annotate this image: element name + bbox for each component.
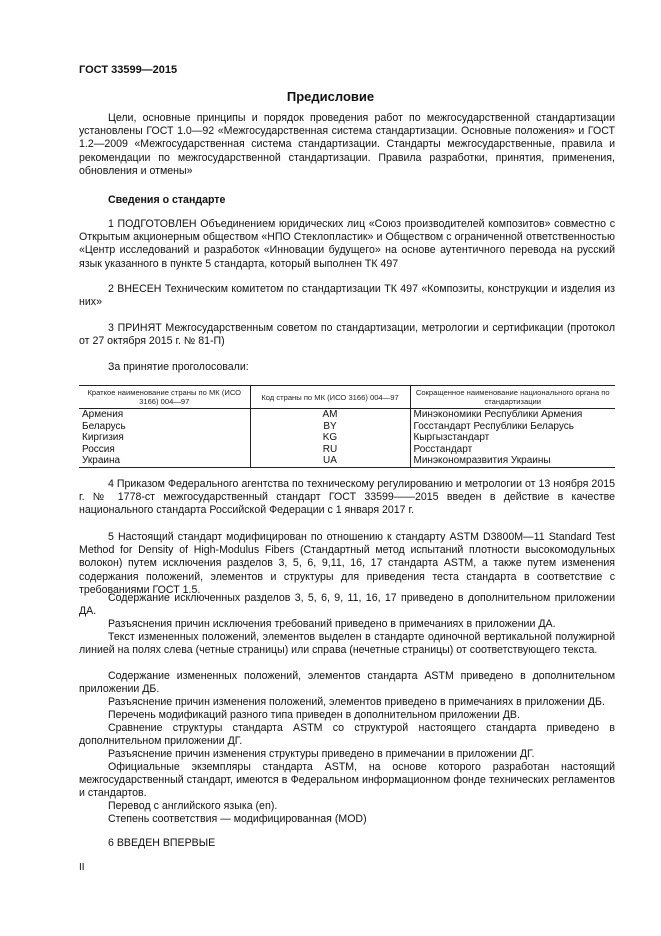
body-cell: Минэкономики Республики Армения — [410, 409, 615, 421]
standard-code: ГОСТ 33599—2015 — [79, 64, 178, 76]
code-cell: BY — [250, 421, 410, 433]
table-row — [79, 421, 615, 433]
item-5-line: Разъяснение причин изменения структуры приведено в примечании в приложении ДГ. — [108, 748, 535, 760]
item-5-line: Разъяснение причин изменения положений, элементов приведено в примечаниях в приложении ДБ. — [108, 696, 605, 708]
column-header-code: Код страны по МК (ИСО 3166) 004—97 — [250, 386, 410, 409]
item-6-first-introduced: 6 ВВЕДЕН ВПЕРВЫЕ — [108, 837, 216, 849]
intro-paragraph: Цели, основные принципы и порядок проведения работ по межгосударственной стандартизации установлены ГОСТ 1.0—92 «Межгосударственная система стандартизации. Основные положения» и ГОСТ 1.2—2009 «Межгосударственная система стандартизации. Стандарты межгосударственные, правила и рекомендации по межгосударственной стандартизации. Правила разработки, принятия, применения, обновления и отмены» — [79, 112, 615, 177]
table-row — [79, 432, 615, 444]
vote-intro: За принятие проголосовали: — [108, 361, 249, 373]
code-cell: RU — [250, 444, 410, 456]
item-5-line: Сравнение структуры стандарта ASTM со структурой настоящего стандарта приведено в дополнительном приложении ДГ. — [79, 722, 615, 748]
table-row — [79, 444, 615, 456]
body-cell: Минэкономразвития Украины — [410, 455, 615, 467]
item-5-line: Официальные экземпляры стандарта ASTM, на основе которого разработан настоящий межгосударственный стандарт, имеются в Федеральном информационном фонде технических регламентов и стандартов. — [79, 761, 615, 800]
country-cell: Армения — [82, 409, 124, 420]
column-header-country: Краткое наименование страны по МК (ИСО 3166) 004—97 — [79, 386, 250, 409]
page-title: Предисловие — [286, 89, 375, 104]
country-cell: Беларусь — [82, 420, 126, 432]
item-5-line: Текст измененных положений, элементов выделен в стандарте одиночной вертикальной полужирной линией на полях слева (четные страницы) или справа (нечетные страницы) от соответствующего текста. — [79, 631, 615, 657]
country-cell: Украина — [79, 455, 250, 467]
item-1-prepared: 1 ПОДГОТОВЛЕН Объединением юридических лиц «Союз производителей композитов» совместно с Открытым акционерным обществом «НПО Стеклопластик» и Обществом с ограниченной ответственностью «Центр исследований и разработок «Инновации будущего» на основе аутентичного перевода на русский язык указанного в пункте 5 стандарта, который выполнен ТК 497 — [79, 218, 615, 270]
country-cell: Россия — [82, 443, 115, 455]
vote-table — [79, 385, 615, 468]
item-5-line: Перечень модификаций разного типа приведен в дополнительном приложении ДВ. — [108, 709, 520, 721]
body-cell: Росстандарт — [410, 444, 615, 456]
country-cell: Киргизия — [82, 432, 124, 443]
body-cell: Кыргызстандарт — [410, 432, 615, 444]
item-5-line: Разъяснения причин исключения требований приведено в примечаниях в приложении ДА. — [108, 618, 556, 630]
code-cell: UA — [250, 455, 410, 467]
info-heading: Сведения о стандарте — [108, 194, 226, 206]
code-cell: AM — [250, 409, 410, 421]
item-5-line: Степень соответствия — модифицированная (MOD) — [108, 813, 367, 825]
body-cell: Госстандарт Республики Беларусь — [410, 421, 615, 433]
code-cell: KG — [250, 432, 410, 444]
column-header-body: Сокращенное наименование национального органа по стандартизации — [410, 386, 615, 409]
page-number: II — [79, 862, 85, 873]
item-2-introduced: 2 ВНЕСЕН Техническим комитетом по стандартизации ТК 497 «Композиты, конструкции и изделия из них» — [79, 283, 615, 309]
item-3-adopted: 3 ПРИНЯТ Межгосударственным советом по стандартизации, метрологии и сертификации (протокол от 27 октября 2015 г. № 81-П) — [79, 322, 615, 348]
table-row — [79, 409, 615, 421]
item-5-line: Содержание исключенных разделов 3, 5, 6, 9, 11, 16, 17 приведено в дополнительном приложении ДА. — [79, 592, 615, 618]
item-5-modified: 5 Настоящий стандарт модифицирован по отношению к стандарту ASTM D3800M—11 Standard Test Method for Density of High-Modulus Fibers (Стандартный метод испытаний плотности высокомодульных волокон) путем исключения разделов 3, 5, 6, 9,11, 16, 17 стандарта ASTM, а также путем изменения содержания положений, элементов и структуры для приведения теста стандарта в соответствие с требованиями ГОСТ 1.5. — [79, 531, 615, 596]
table-row — [79, 455, 615, 467]
item-5-line: Перевод с английского языка (en). — [108, 800, 278, 812]
item-5-line: Содержание измененных положений, элементов стандарта ASTM приведено в дополнительном приложении ДБ. — [79, 670, 615, 696]
item-4-order: 4 Приказом Федерального агентства по техническому регулированию и метрологии от 13 ноября 2015 г. № 1778-ст межгосударственный стандарт ГОСТ 33599——2015 введен в действие в качестве национального стандарта Российской Федерации с 1 января 2017 г. — [79, 478, 615, 517]
